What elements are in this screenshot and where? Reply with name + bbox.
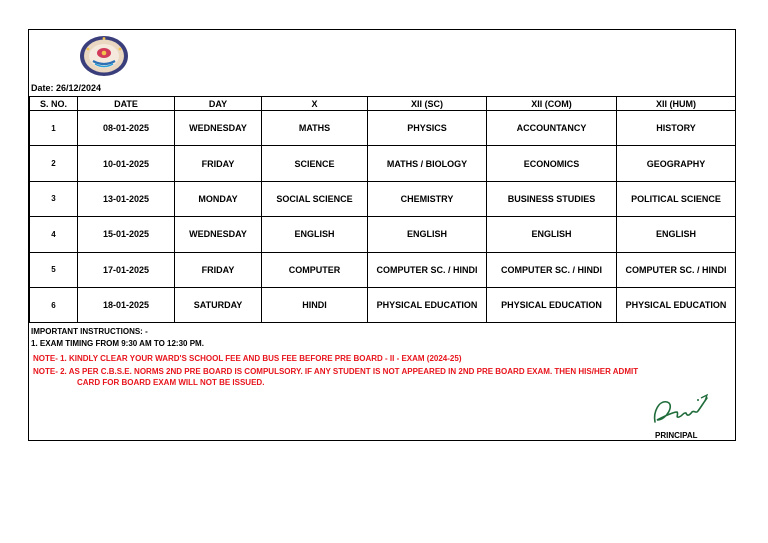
- cell-class-x: HINDI: [262, 287, 368, 322]
- cell-xii-sc: PHYSICS: [368, 111, 487, 146]
- table-row: [30, 146, 736, 181]
- cell-day: MONDAY: [175, 181, 262, 216]
- table-row: [30, 217, 736, 252]
- cell-class-x: SOCIAL SCIENCE: [262, 181, 368, 216]
- exam-schedule-table: [29, 96, 736, 323]
- cell-class-x: ENGLISH: [262, 217, 368, 252]
- cell-xii-hum: POLITICAL SCIENCE: [617, 181, 736, 216]
- cell-xii-com: ACCOUNTANCY: [487, 111, 617, 146]
- header-date: DATE: [78, 97, 175, 111]
- principal-signature-icon: [649, 390, 711, 428]
- cell-sno: 4: [30, 217, 78, 252]
- cell-xii-com: PHYSICAL EDUCATION: [487, 287, 617, 322]
- note-compulsory-pre-board: [33, 366, 723, 388]
- cell-xii-sc: MATHS / BIOLOGY: [368, 146, 487, 181]
- header-day: DAY: [175, 97, 262, 111]
- cell-date: 18-01-2025: [78, 287, 175, 322]
- cell-sno: 5: [30, 252, 78, 287]
- cell-date: 13-01-2025: [78, 181, 175, 216]
- cell-xii-hum: ENGLISH: [617, 217, 736, 252]
- cell-xii-com: ENGLISH: [487, 217, 617, 252]
- note-fee-clearance: NOTE- 1. KINDLY CLEAR YOUR WARD'S SCHOOL FEE AND BUS FEE BEFORE PRE BOARD - II - EXAM (2024-25): [33, 354, 462, 363]
- cell-xii-hum: PHYSICAL EDUCATION: [617, 287, 736, 322]
- table-header-row: [30, 97, 736, 111]
- cell-date: 08-01-2025: [78, 111, 175, 146]
- table-row: [30, 252, 736, 287]
- cell-class-x: SCIENCE: [262, 146, 368, 181]
- table-row: [30, 287, 736, 322]
- note2-line2: CARD FOR BOARD EXAM WILL NOT BE ISSUED.: [77, 378, 265, 387]
- cell-sno: 3: [30, 181, 78, 216]
- cell-sno: 1: [30, 111, 78, 146]
- header-xii-sc: XII (SC): [368, 97, 487, 111]
- header-sno: S. NO.: [30, 97, 78, 111]
- table-row: [30, 111, 736, 146]
- instructions-heading: IMPORTANT INSTRUCTIONS: -: [31, 327, 148, 336]
- cell-day: FRIDAY: [175, 146, 262, 181]
- header-class-x: X: [262, 97, 368, 111]
- school-emblem-icon: [79, 35, 129, 77]
- cell-xii-com: COMPUTER SC. / HINDI: [487, 252, 617, 287]
- cell-sno: 6: [30, 287, 78, 322]
- cell-sno: 2: [30, 146, 78, 181]
- cell-xii-sc: CHEMISTRY: [368, 181, 487, 216]
- cell-date: 10-01-2025: [78, 146, 175, 181]
- cell-date: 17-01-2025: [78, 252, 175, 287]
- cell-day: FRIDAY: [175, 252, 262, 287]
- table-row: [30, 181, 736, 216]
- cell-xii-hum: COMPUTER SC. / HINDI: [617, 252, 736, 287]
- instructions-block: [31, 326, 204, 350]
- cell-xii-com: BUSINESS STUDIES: [487, 181, 617, 216]
- note2-line1: NOTE- 2. AS PER C.B.S.E. NORMS 2ND PRE BOARD IS COMPULSORY. IF ANY STUDENT IS NOT APPEARED IN 2ND PRE BOARD EXAM. THEN HIS/HER ADMIT: [33, 367, 639, 376]
- cell-day: WEDNESDAY: [175, 111, 262, 146]
- cell-xii-sc: COMPUTER SC. / HINDI: [368, 252, 487, 287]
- cell-day: SATURDAY: [175, 287, 262, 322]
- cell-class-x: MATHS: [262, 111, 368, 146]
- cell-xii-sc: PHYSICAL EDUCATION: [368, 287, 487, 322]
- cell-xii-com: ECONOMICS: [487, 146, 617, 181]
- header-xii-hum: XII (HUM): [617, 97, 736, 111]
- cell-class-x: COMPUTER: [262, 252, 368, 287]
- exam-timing: 1. EXAM TIMING FROM 9:30 AM TO 12:30 PM.: [31, 339, 204, 348]
- cell-xii-hum: GEOGRAPHY: [617, 146, 736, 181]
- cell-xii-sc: ENGLISH: [368, 217, 487, 252]
- header-xii-com: XII (COM): [487, 97, 617, 111]
- date-sheet: [28, 29, 736, 441]
- cell-xii-hum: HISTORY: [617, 111, 736, 146]
- cell-date: 15-01-2025: [78, 217, 175, 252]
- cell-day: WEDNESDAY: [175, 217, 262, 252]
- principal-title: PRINCIPAL: [655, 431, 698, 440]
- date-line: Date: 26/12/2024: [31, 83, 102, 93]
